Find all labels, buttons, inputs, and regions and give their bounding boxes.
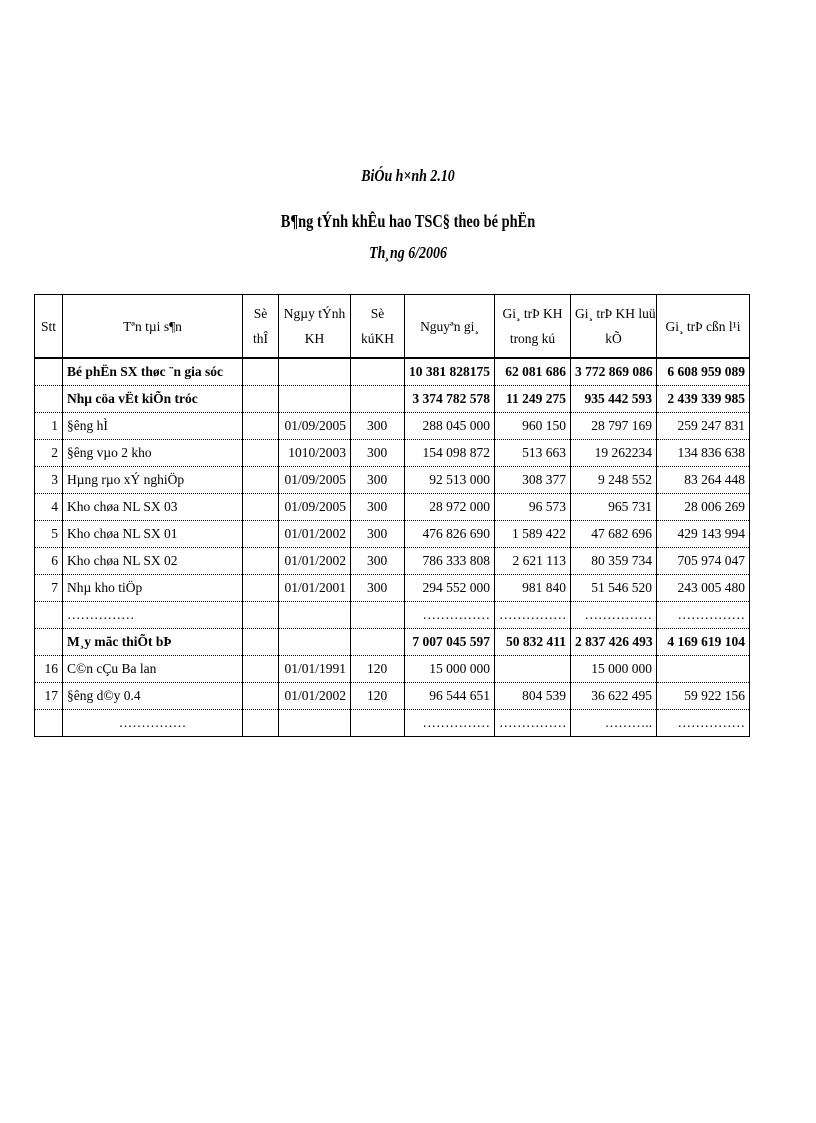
table-row bbox=[35, 710, 750, 737]
cell-card-no bbox=[243, 575, 279, 602]
cell-period-depreciation: 308 377 bbox=[495, 467, 571, 494]
cell-stt bbox=[35, 629, 63, 656]
cell-stt bbox=[35, 602, 63, 629]
cell-start-date: 01/09/2005 bbox=[279, 467, 351, 494]
cell-period-depreciation: …………… bbox=[495, 602, 571, 629]
cell-period-depreciation: 513 663 bbox=[495, 440, 571, 467]
cell-card-no bbox=[243, 521, 279, 548]
cell-period-depreciation: 62 081 686 bbox=[495, 358, 571, 386]
cell-periods bbox=[351, 386, 405, 413]
cell-accumulated-depreciation: ……….. bbox=[571, 710, 657, 737]
cell-stt: 16 bbox=[35, 656, 63, 683]
cell-periods: 300 bbox=[351, 548, 405, 575]
table-row bbox=[35, 656, 750, 683]
cell-card-no bbox=[243, 358, 279, 386]
cell-card-no bbox=[243, 629, 279, 656]
cell-period-depreciation: 2 621 113 bbox=[495, 548, 571, 575]
cell-original-cost: 786 333 808 bbox=[405, 548, 495, 575]
cell-start-date: 01/01/2002 bbox=[279, 521, 351, 548]
table-row bbox=[35, 386, 750, 413]
cell-original-cost: 92 513 000 bbox=[405, 467, 495, 494]
header-start-date: Ngµy tÝnh KH bbox=[279, 295, 351, 359]
cell-periods: 120 bbox=[351, 656, 405, 683]
cell-stt bbox=[35, 710, 63, 737]
cell-periods bbox=[351, 602, 405, 629]
figure-caption: BiÓu h×nh 2.10 bbox=[361, 166, 455, 185]
table-row bbox=[35, 467, 750, 494]
cell-accumulated-depreciation: 15 000 000 bbox=[571, 656, 657, 683]
cell-remaining-value: 429 143 994 bbox=[657, 521, 750, 548]
cell-periods: 300 bbox=[351, 440, 405, 467]
cell-periods: 300 bbox=[351, 521, 405, 548]
table-title: B¶ng tÝnh khÊu hao TSC§ theo bé phËn bbox=[280, 211, 536, 231]
cell-name: Hµng rµo xÝ nghiÖp bbox=[63, 467, 243, 494]
cell-period-depreciation: …………… bbox=[495, 710, 571, 737]
table-row bbox=[35, 440, 750, 467]
cell-accumulated-depreciation: 9 248 552 bbox=[571, 467, 657, 494]
cell-start-date: 01/01/1991 bbox=[279, 656, 351, 683]
header-period-depreciation: Gi¸ trÞ KH trong kú bbox=[495, 295, 571, 359]
cell-card-no bbox=[243, 440, 279, 467]
cell-card-no bbox=[243, 602, 279, 629]
cell-periods: 300 bbox=[351, 575, 405, 602]
cell-name: Nhµ kho tiÖp bbox=[63, 575, 243, 602]
cell-start-date bbox=[279, 358, 351, 386]
cell-name: C©n cÇu Ba lan bbox=[63, 656, 243, 683]
cell-accumulated-depreciation: 19 262234 bbox=[571, 440, 657, 467]
cell-period-depreciation: 804 539 bbox=[495, 683, 571, 710]
cell-card-no bbox=[243, 467, 279, 494]
cell-start-date: 01/09/2005 bbox=[279, 413, 351, 440]
cell-card-no bbox=[243, 386, 279, 413]
cell-card-no bbox=[243, 413, 279, 440]
cell-start-date: 01/09/2005 bbox=[279, 494, 351, 521]
cell-accumulated-depreciation: 80 359 734 bbox=[571, 548, 657, 575]
cell-accumulated-depreciation: 51 546 520 bbox=[571, 575, 657, 602]
cell-accumulated-depreciation: 2 837 426 493 bbox=[571, 629, 657, 656]
cell-stt: 3 bbox=[35, 467, 63, 494]
cell-periods: 120 bbox=[351, 683, 405, 710]
cell-stt: 4 bbox=[35, 494, 63, 521]
cell-name: §êng vµo 2 kho bbox=[63, 440, 243, 467]
cell-stt bbox=[35, 358, 63, 386]
depreciation-table bbox=[34, 294, 750, 737]
header-name: Tªn tµi s¶n bbox=[63, 295, 243, 359]
cell-original-cost: 288 045 000 bbox=[405, 413, 495, 440]
cell-start-date bbox=[279, 386, 351, 413]
cell-start-date bbox=[279, 602, 351, 629]
table-row bbox=[35, 358, 750, 386]
cell-period-depreciation: 96 573 bbox=[495, 494, 571, 521]
cell-remaining-value: 59 922 156 bbox=[657, 683, 750, 710]
cell-periods bbox=[351, 710, 405, 737]
table-row bbox=[35, 575, 750, 602]
cell-start-date bbox=[279, 710, 351, 737]
header-remaining-value: Gi¸ trÞ cßn l¹i bbox=[657, 295, 750, 359]
cell-original-cost: 154 098 872 bbox=[405, 440, 495, 467]
cell-stt: 5 bbox=[35, 521, 63, 548]
cell-name: …………… bbox=[63, 710, 243, 737]
cell-periods bbox=[351, 358, 405, 386]
table-row bbox=[35, 629, 750, 656]
cell-remaining-value: 6 608 959 089 bbox=[657, 358, 750, 386]
cell-name: Kho chøa NL SX 02 bbox=[63, 548, 243, 575]
cell-stt: 1 bbox=[35, 413, 63, 440]
cell-accumulated-depreciation: 935 442 593 bbox=[571, 386, 657, 413]
cell-stt: 6 bbox=[35, 548, 63, 575]
cell-stt: 17 bbox=[35, 683, 63, 710]
cell-start-date: 1010/2003 bbox=[279, 440, 351, 467]
cell-name: Kho chøa NL SX 03 bbox=[63, 494, 243, 521]
cell-remaining-value: 83 264 448 bbox=[657, 467, 750, 494]
cell-period-depreciation: 981 840 bbox=[495, 575, 571, 602]
cell-remaining-value: 259 247 831 bbox=[657, 413, 750, 440]
cell-periods: 300 bbox=[351, 413, 405, 440]
cell-card-no bbox=[243, 494, 279, 521]
cell-original-cost: 7 007 045 597 bbox=[405, 629, 495, 656]
cell-period-depreciation: 11 249 275 bbox=[495, 386, 571, 413]
cell-card-no bbox=[243, 548, 279, 575]
cell-remaining-value: …………… bbox=[657, 710, 750, 737]
header-original-cost: Nguyªn gi¸ bbox=[405, 295, 495, 359]
table-row bbox=[35, 548, 750, 575]
cell-name: §êng hÌ bbox=[63, 413, 243, 440]
cell-original-cost: 10 381 828175 bbox=[405, 358, 495, 386]
cell-stt: 7 bbox=[35, 575, 63, 602]
cell-remaining-value: 4 169 619 104 bbox=[657, 629, 750, 656]
cell-remaining-value: …………… bbox=[657, 602, 750, 629]
cell-card-no bbox=[243, 710, 279, 737]
cell-remaining-value: 2 439 339 985 bbox=[657, 386, 750, 413]
cell-remaining-value: 28 006 269 bbox=[657, 494, 750, 521]
cell-name: Bé phËn SX thøc ¨n gia sóc bbox=[63, 358, 243, 386]
cell-original-cost: 28 972 000 bbox=[405, 494, 495, 521]
table-header-row bbox=[35, 295, 750, 359]
header-card-no: Sè thÎ bbox=[243, 295, 279, 359]
cell-start-date bbox=[279, 629, 351, 656]
cell-accumulated-depreciation: 28 797 169 bbox=[571, 413, 657, 440]
cell-period-depreciation: 1 589 422 bbox=[495, 521, 571, 548]
header-accumulated-depreciation: Gi¸ trÞ KH luü kÕ bbox=[571, 295, 657, 359]
cell-accumulated-depreciation: 47 682 696 bbox=[571, 521, 657, 548]
table-row bbox=[35, 683, 750, 710]
cell-remaining-value bbox=[657, 656, 750, 683]
table-row bbox=[35, 602, 750, 629]
cell-original-cost: …………… bbox=[405, 710, 495, 737]
cell-accumulated-depreciation: 36 622 495 bbox=[571, 683, 657, 710]
cell-name: …………… bbox=[63, 602, 243, 629]
cell-card-no bbox=[243, 656, 279, 683]
cell-accumulated-depreciation: 3 772 869 086 bbox=[571, 358, 657, 386]
table-row bbox=[35, 494, 750, 521]
cell-start-date: 01/01/2002 bbox=[279, 548, 351, 575]
cell-stt: 2 bbox=[35, 440, 63, 467]
cell-period-depreciation: 50 832 411 bbox=[495, 629, 571, 656]
cell-original-cost: 15 000 000 bbox=[405, 656, 495, 683]
cell-period-depreciation bbox=[495, 656, 571, 683]
table-row bbox=[35, 521, 750, 548]
cell-remaining-value: 243 005 480 bbox=[657, 575, 750, 602]
cell-original-cost: 294 552 000 bbox=[405, 575, 495, 602]
cell-period-depreciation: 960 150 bbox=[495, 413, 571, 440]
header-periods: Sè kúKH bbox=[351, 295, 405, 359]
cell-name: M¸y mãc thiÕt bÞ bbox=[63, 629, 243, 656]
cell-accumulated-depreciation: 965 731 bbox=[571, 494, 657, 521]
cell-original-cost: 96 544 651 bbox=[405, 683, 495, 710]
cell-original-cost: …………… bbox=[405, 602, 495, 629]
cell-accumulated-depreciation: …………… bbox=[571, 602, 657, 629]
cell-name: Nhµ cöa vËt kiÕn tróc bbox=[63, 386, 243, 413]
header-stt: Stt bbox=[35, 295, 63, 359]
cell-periods bbox=[351, 629, 405, 656]
cell-periods: 300 bbox=[351, 494, 405, 521]
cell-remaining-value: 134 836 638 bbox=[657, 440, 750, 467]
cell-original-cost: 476 826 690 bbox=[405, 521, 495, 548]
cell-name: Kho chøa NL SX 01 bbox=[63, 521, 243, 548]
cell-periods: 300 bbox=[351, 467, 405, 494]
cell-start-date: 01/01/2002 bbox=[279, 683, 351, 710]
cell-remaining-value: 705 974 047 bbox=[657, 548, 750, 575]
cell-card-no bbox=[243, 683, 279, 710]
cell-original-cost: 3 374 782 578 bbox=[405, 386, 495, 413]
table-row bbox=[35, 413, 750, 440]
cell-stt bbox=[35, 386, 63, 413]
cell-name: §êng d©y 0.4 bbox=[63, 683, 243, 710]
table-period: Th¸ng 6/2006 bbox=[369, 243, 447, 262]
cell-start-date: 01/01/2001 bbox=[279, 575, 351, 602]
